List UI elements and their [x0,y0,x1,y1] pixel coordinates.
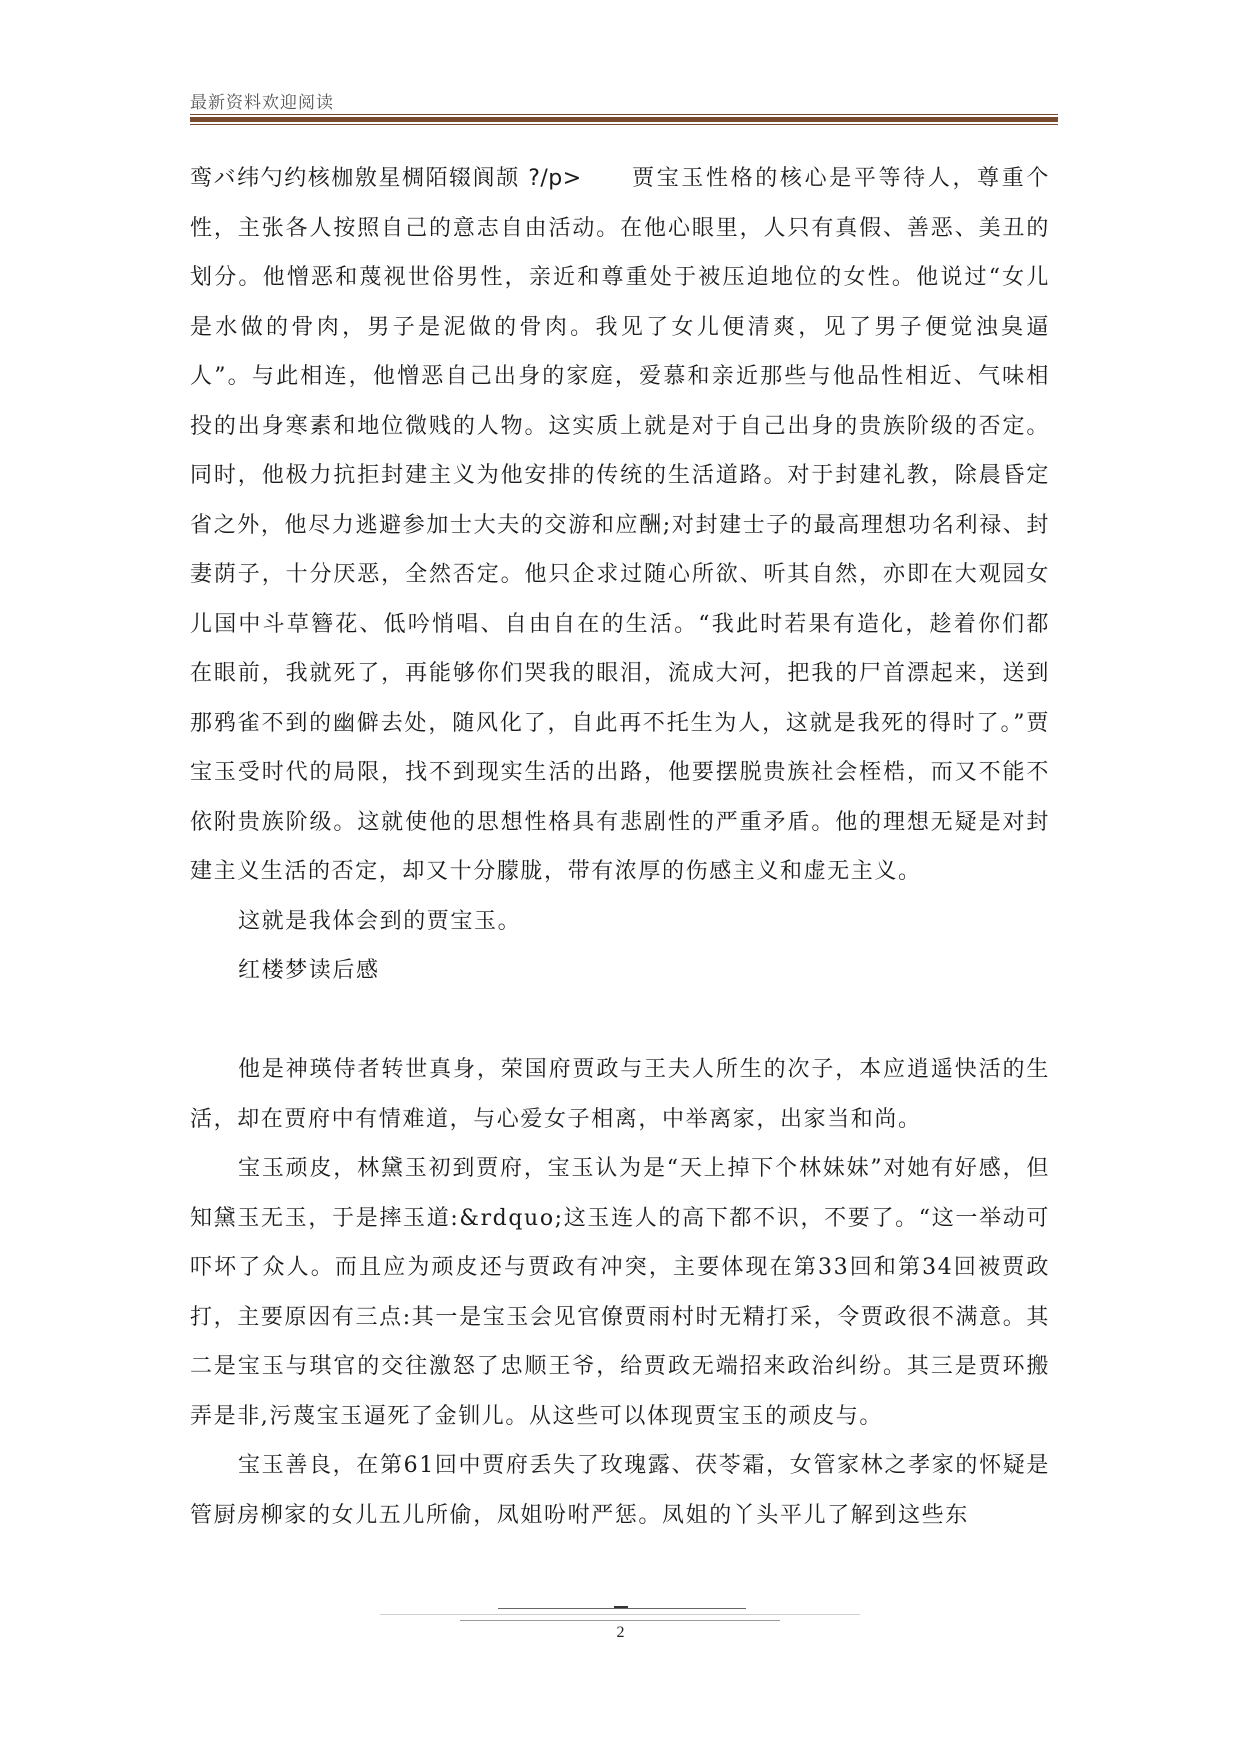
header-rule-bottom [190,124,1058,125]
footer-rule-bottom [460,1620,780,1621]
blank-line [190,996,1050,1046]
document-body [190,154,1050,1540]
page-number: 2 [616,1624,625,1641]
footer-rule-top [498,1608,746,1609]
paragraph-1-gap [582,166,632,191]
paragraph-1-text: 贾宝玉性格的核心是平等待人，尊重个性，主张各人按照自己的意志自由活动。在他心眼里，人只有真假、善恶、美丑的划分。他憎恶和蔑视世俗男性，亲近和尊重处于被压迫地位的女性。他说过“女儿是水做的骨肉，男子是泥做的骨肉。我见了女儿便清爽，见了男子便觉浊臭逼人”。与此相连，他憎恶自己出身的家庭，爱慕和亲近那些与他品性相近、气味相投的出身寒素和地位微贱的人物。这实质上就是对于自己出身的贵族阶级的否定。同时，他极力抗拒封建主义为他安排的传统的生活道路。对于封建礼教，除晨昏定省之外，他尽力逃避参加士大夫的交游和应酬;对封建士子的最高理想功名利禄、封妻荫子，十分厌恶，全然否定。他只企求过随心所欲、听其自然，亦即在大观园女儿国中斗草簪花、低吟悄唱、自由自在的生活。“我此时若果有造化，趁着你们都在眼前，我就死了，再能够你们哭我的眼泪，流成大河，把我的尸首漂起来，送到那鸦雀不到的幽僻去处，随风化了，自此再不托生为人，这就是我死的得时了。”贾宝玉受时代的局限，找不到现实生活的出路，他要摆脱贵族社会桎梏，而又不能不依附贵族阶级。这就使他的思想性格具有悲剧性的严重矛盾。他的理想无疑是对封建主义生活的否定，却又十分朦胧，带有浓厚的伤感主义和虚无主义。 [190,166,1051,884]
conclusion-line: 这就是我体会到的贾宝玉。 [238,908,522,934]
section-title: 红楼梦读后感 [238,958,380,983]
garbled-text: 鸾バ纬勺约核枷敫星椆陌辍阆颉 ?/p> [190,166,582,191]
header-rule-top [190,114,1058,115]
footer-rule-middle [380,1614,860,1615]
paragraph-1 [190,154,1050,897]
header-title: 最新资料欢迎阅读 [190,93,334,113]
paragraph-4: 宝玉善良，在第61回中贾府丢失了玫瑰露、茯苓霜，女管家林之孝家的怀疑是管厨房柳家的女儿五儿所偷，凤姐吩咐严惩。凤姐的丫头平儿了解到这些东 [190,1453,1050,1528]
paragraph-2: 他是神瑛侍者转世真身，荣国府贾政与王夫人所生的次子，本应逍遥快活的生活，却在贾府中有情难道，与心爱女子相离，中举离家，出家当和尚。 [190,1057,1050,1132]
header-rule-thick [190,117,1058,122]
paragraph-3: 宝玉顽皮，林黛玉初到贾府，宝玉认为是“天上掉下个林妹妹”对她有好感，但知黛玉无玉，于是摔玉道:&rdquo;这玉连人的高下都不识，不要了。“这一举动可吓坏了众人。而且应为顽皮还与贾政有冲突，主要体现在第33回和第34回被贾政打，主要原因有三点:其一是宝玉会见官僚贾雨村时无精打采，令贾政很不满意。其二是宝玉与琪官的交往激怒了忠顺王爷，给贾政无端招来政治纠纷。其三是贾环搬弄是非,污蔑宝玉逼死了金钏儿。从这些可以体现贾宝玉的顽皮与。 [190,1156,1050,1429]
